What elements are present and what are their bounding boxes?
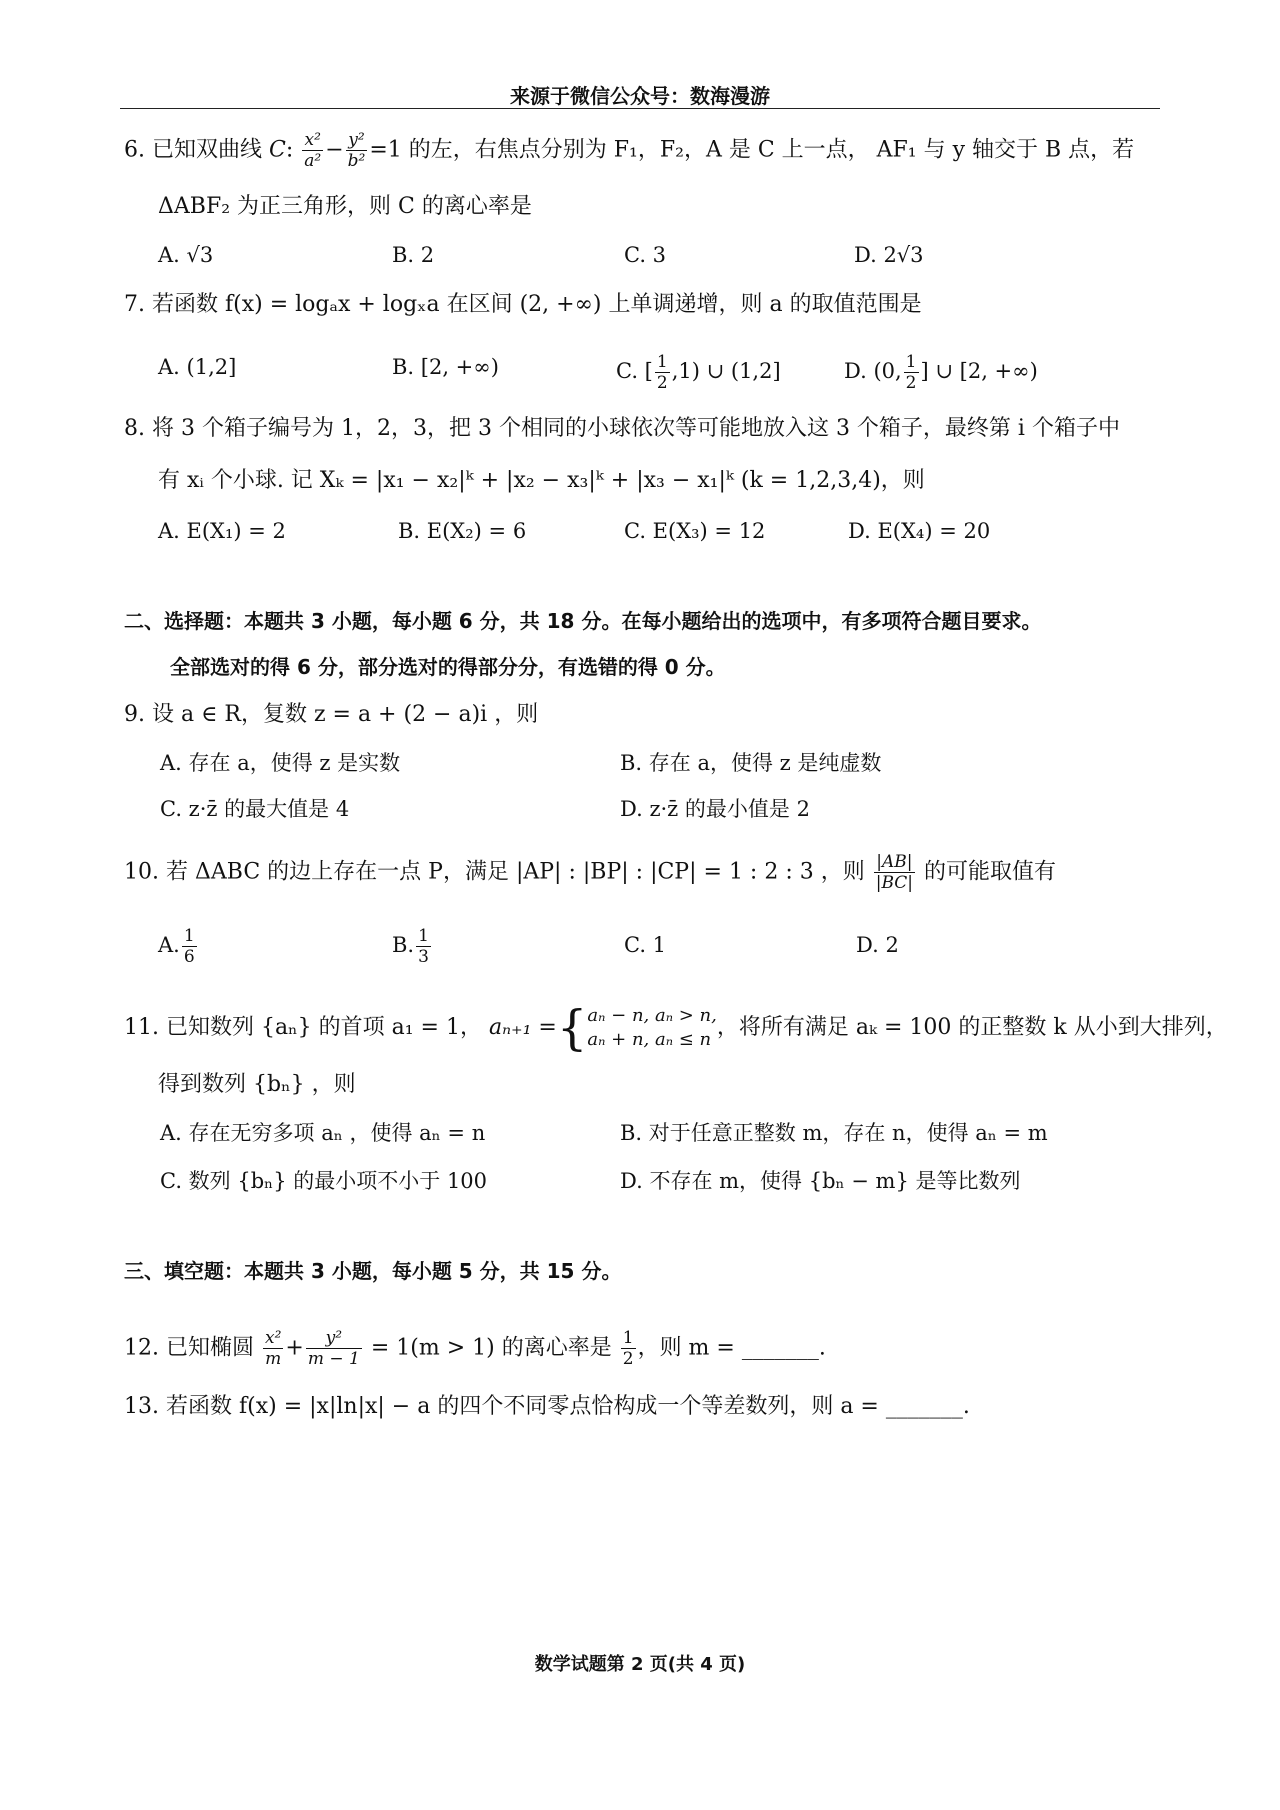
equation-tail: =1 bbox=[369, 137, 402, 163]
question-number: 7. bbox=[124, 292, 145, 317]
fraction: $\frac{\text{x²}}{m}$ bbox=[265, 1328, 282, 1369]
fraction: $\frac{\text{y²}}{\text{b²}}$ bbox=[347, 130, 366, 171]
option-c: C. 1 bbox=[624, 933, 667, 957]
option-a: A. √3 bbox=[158, 243, 214, 267]
question-13 bbox=[124, 1392, 970, 1422]
option-b: B. $\frac{1}{3}$ bbox=[392, 926, 429, 967]
option-c: C. 3 bbox=[624, 243, 667, 267]
option-d: D. 2√3 bbox=[854, 243, 924, 267]
option-a: A. 存在 a，使得 z 是实数 bbox=[160, 751, 401, 775]
question-text: ，将所有满足 aₖ = 100 的正整数 k 从小到大排列， bbox=[716, 1015, 1228, 1040]
option-d: D. 2 bbox=[856, 933, 899, 957]
option-a: A. (1,2] bbox=[158, 355, 237, 379]
question-text: 若函数 f(x) = logₐx + logₓa 在区间 (2, +∞) 上单调递增，则 a 的取值范围是 bbox=[152, 292, 922, 317]
question-text: 设 a ∈ R，复数 z = a + (2 − a)i ，则 bbox=[152, 702, 539, 727]
left-brace: { bbox=[556, 1000, 588, 1056]
recurrence-lhs: aₙ₊₁ = bbox=[488, 1015, 557, 1040]
question-11 bbox=[124, 1000, 1228, 1056]
question-number: 6. bbox=[124, 137, 145, 163]
question-text: 已知数列 {aₙ} 的首项 a₁ = 1， bbox=[166, 1015, 482, 1040]
option-a: A. E(X₁) = 2 bbox=[158, 519, 286, 543]
question-text: 若 ΔABC 的边上存在一点 P，满足 |AP| : |BP| : |CP| = 1 : 2 : 3 ，则 bbox=[166, 859, 865, 885]
question-number: 9. bbox=[124, 702, 145, 727]
question-12: 12. 已知椭圆 $\frac{\text{x²}}{m}$ + $\frac{\text{y²}}{m - 1}$ = 1(m > 1) 的离心率是 $\frac{1}{2}$ ，则 m = _______. bbox=[124, 1328, 826, 1369]
option-c: C. z·z̄ 的最大值是 4 bbox=[160, 797, 350, 821]
option-c: C. [ $\frac{1}{2}$ ,1) ∪ (1,2] bbox=[616, 352, 781, 393]
option-c: C. E(X₃) = 12 bbox=[624, 519, 766, 543]
question-number: 13. bbox=[124, 1394, 159, 1419]
question-number: 10. bbox=[124, 859, 159, 885]
option-a: A. $\frac{1}{6}$ bbox=[158, 926, 195, 967]
header-divider bbox=[120, 108, 1160, 109]
page-footer: 数学试题第 2 页(共 4 页) bbox=[534, 1654, 746, 1675]
question-text: ，则 m = _______. bbox=[637, 1335, 826, 1361]
fraction: $\frac{1}{2}$ bbox=[622, 1328, 634, 1369]
fraction: $\frac{\text{y²}}{m - 1}$ bbox=[307, 1328, 360, 1369]
option-b: B. [2, +∞) bbox=[392, 355, 499, 379]
option-d: D. E(X₄) = 20 bbox=[848, 519, 991, 543]
section-3-heading: 三、填空题：本题共 3 小题，每小题 5 分，共 15 分。 bbox=[124, 1259, 622, 1283]
option-b: B. 存在 a，使得 z 是纯虚数 bbox=[620, 751, 882, 775]
question-7 bbox=[124, 290, 922, 320]
question-8 bbox=[124, 414, 1120, 444]
question-text: 的左，右焦点分别为 F₁，F₂，A 是 C 上一点， AF₁ 与 y 轴交于 B 点，若 bbox=[408, 137, 1135, 163]
question-6: 6. 已知双曲线 C: $\frac{\text{x²}}{\text{a²}}$ − $\frac{\text{y²}}{\text{b²}}$ =1 的左，右焦点分别为 F₁，F₂，A 是 C 上一点， AF₁ 与 y 轴交于 B 点，若 bbox=[124, 130, 1135, 171]
fraction: $\frac{\text{x²}}{\text{a²}}$ bbox=[304, 130, 322, 171]
question-9 bbox=[124, 700, 538, 730]
page-header: 来源于微信公众号：数海漫游 bbox=[510, 84, 770, 108]
question-text: 已知椭圆 bbox=[166, 1335, 255, 1361]
question-text: 将 3 个箱子编号为 1，2，3，把 3 个相同的小球依次等可能地放入这 3 个箱子，最终第 i 个箱子中 bbox=[152, 416, 1120, 441]
question-text: = 1(m > 1) 的离心率是 bbox=[370, 1335, 612, 1361]
option-d: D. z·z̄ 的最小值是 2 bbox=[620, 797, 810, 821]
option-d: D. (0, $\frac{1}{2}$ ] ∪ [2, +∞) bbox=[844, 352, 1038, 393]
piecewise-cases: aₙ − n, aₙ > n, aₙ + n, aₙ ≤ n bbox=[587, 1005, 717, 1050]
question-number: 12. bbox=[124, 1335, 159, 1361]
option-b: B. E(X₂) = 6 bbox=[398, 519, 527, 543]
option-a: A. 存在无穷多项 aₙ ，使得 aₙ = n bbox=[160, 1121, 486, 1145]
question-text: 若函数 f(x) = |x|ln|x| − a 的四个不同零点恰构成一个等差数列，则 a = _______. bbox=[166, 1394, 970, 1419]
question-text: 的可能取值有 bbox=[924, 859, 1057, 885]
question-8-line2: 有 xᵢ 个小球. 记 Xₖ = |x₁ − x₂|ᵏ + |x₂ − x₃|ᵏ + |x₃ − x₁|ᵏ (k = 1,2,3,4)，则 bbox=[158, 468, 925, 493]
fraction: $\frac{|AB|}{|BC|}$ bbox=[875, 852, 914, 893]
option-c: C. 数列 {bₙ} 的最小项不小于 100 bbox=[160, 1169, 488, 1193]
option-b: B. 2 bbox=[392, 243, 435, 267]
question-6-line2: ΔABF₂ 为正三角形，则 C 的离心率是 bbox=[158, 194, 532, 219]
question-11-line2: 得到数列 {bₙ} ，则 bbox=[158, 1072, 356, 1097]
curve-label: C bbox=[269, 137, 286, 163]
question-text: 已知双曲线 bbox=[152, 137, 263, 163]
question-number: 11. bbox=[124, 1015, 159, 1040]
option-b: B. 对于任意正整数 m，存在 n，使得 aₙ = m bbox=[620, 1121, 1048, 1145]
question-10 bbox=[124, 852, 1056, 893]
section-2-heading: 二、选择题：本题共 3 小题，每小题 6 分，共 18 分。在每小题给出的选项中，有多项符合题目要求。 bbox=[124, 609, 1042, 633]
option-d: D. 不存在 m，使得 {bₙ − m} 是等比数列 bbox=[620, 1169, 1021, 1193]
question-number: 8. bbox=[124, 416, 145, 441]
section-2-instructions: 全部选对的得 6 分，部分选对的得部分分，有选错的得 0 分。 bbox=[170, 655, 726, 679]
